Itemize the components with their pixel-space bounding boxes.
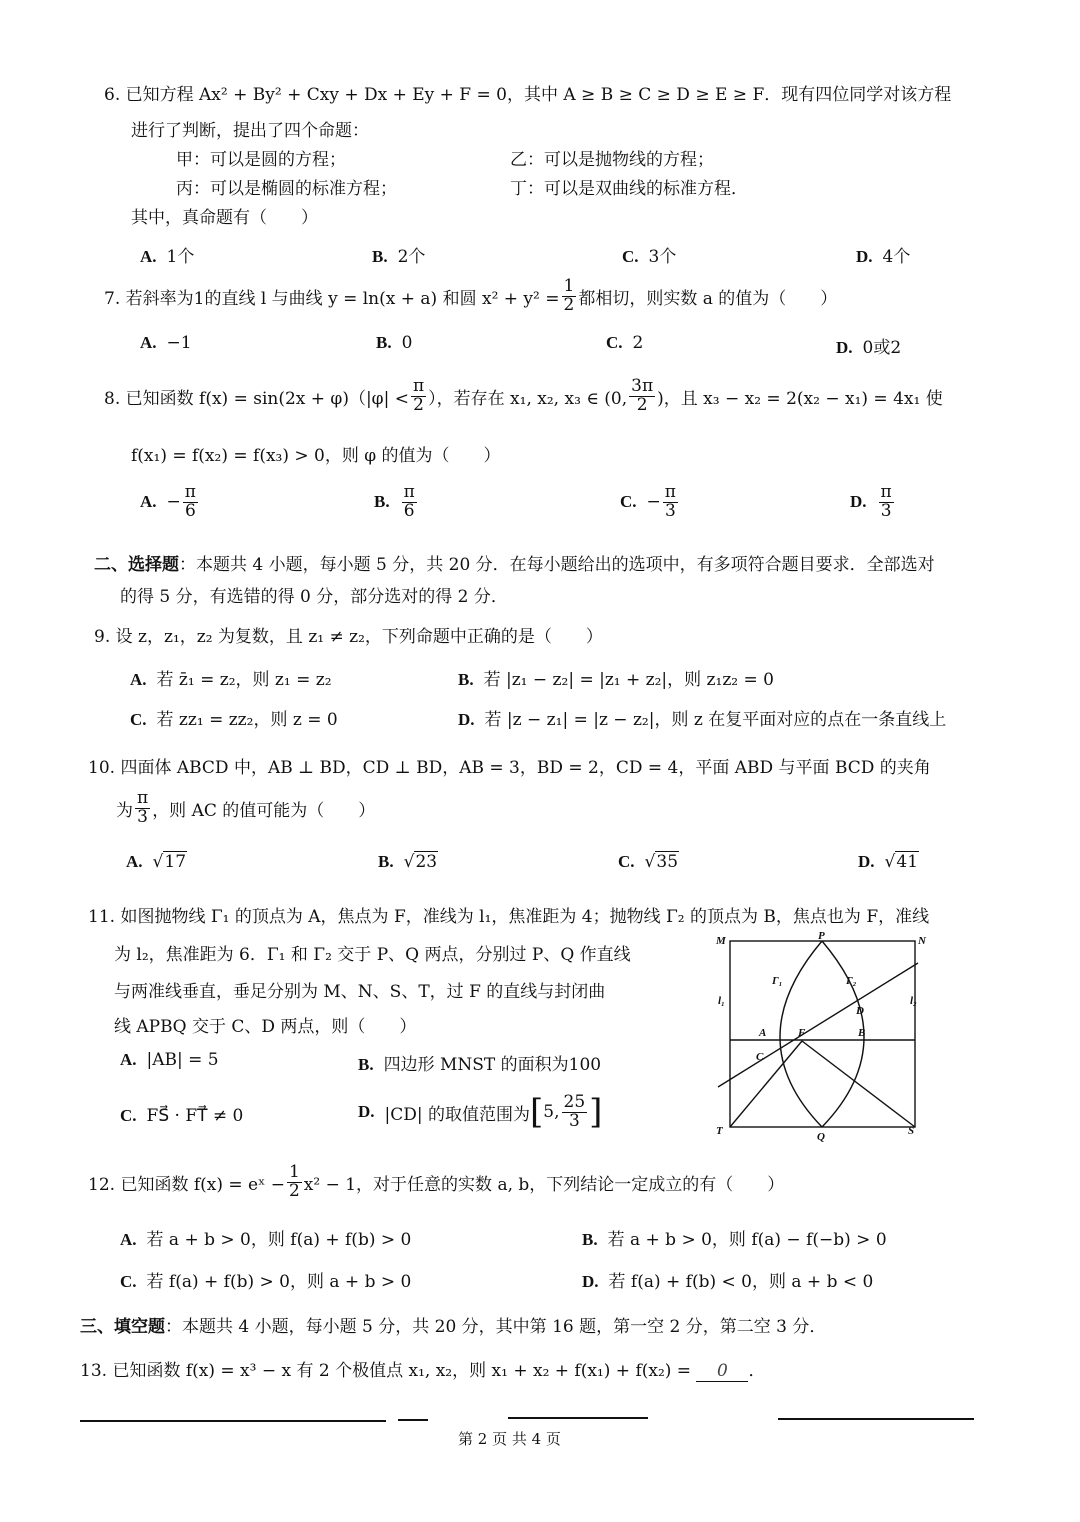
footer-rule-2 — [398, 1419, 428, 1421]
q7-fraction: $\frac{1}{2}$ — [563, 276, 575, 315]
q10-stem-line2: 为 $\frac{\pi}{3}$ ，则 AC 的值可能为（ ） — [116, 788, 376, 827]
q8-option-d-fraction: $\frac{\pi}{3}$ — [880, 482, 892, 521]
q12-fraction: $\frac{1}{2}$ — [288, 1162, 300, 1201]
q12-option-b[interactable]: B. 若 a + b > 0，则 f(a) − f(−b) > 0 — [582, 1230, 887, 1250]
q9-option-d[interactable]: D. 若 |z − z₁| = |z − z₂|，则 z 在复平面对应的点在一条直线上 — [458, 710, 947, 730]
q10-option-d[interactable]: D. √41 — [858, 852, 919, 872]
q10-option-c[interactable]: C. √35 — [618, 852, 679, 872]
q9-option-a[interactable]: A. 若 z̄₁ = z₂，则 z₁ = z₂ — [130, 670, 332, 690]
q11-stem-line3: 与两准线垂直，垂足分别为 M、N、S、T，过 F 的直线与封闭曲 — [114, 982, 606, 1002]
q6-option-a[interactable]: A. 1个 — [140, 247, 195, 267]
label-t: T — [716, 1125, 723, 1137]
q11-option-a[interactable]: A. |AB| = 5 — [120, 1050, 219, 1070]
q8-option-d[interactable]: D. $\frac{\pi}{3}$ — [850, 482, 892, 521]
q12-option-c[interactable]: C. 若 f(a) + f(b) > 0，则 a + b > 0 — [120, 1272, 412, 1292]
q10-option-a[interactable]: A. √17 — [126, 852, 187, 872]
q11-stem-line1: 11. 如图抛物线 Γ₁ 的顶点为 A，焦点为 F，准线为 l₁，焦准距为 4；抛物线 Γ₂ 的顶点为 B，焦点也为 F，准线 — [88, 907, 930, 927]
q9-option-c[interactable]: C. 若 zz₁ = zz₂，则 z = 0 — [130, 710, 338, 730]
q10-option-b[interactable]: B. √23 — [378, 852, 438, 872]
section-3-header: 三、填空题：本题共 4 小题，每小题 5 分，共 20 分，其中第 16 题，第一空 2 分，第二空 3 分． — [80, 1317, 827, 1337]
q6-option-c[interactable]: C. 3个 — [622, 247, 677, 267]
q8-stem-line2: f(x₁) = f(x₂) = f(x₃) > 0，则 φ 的值为（ ） — [131, 446, 501, 466]
q6-proposition-bing: 丙：可以是椭圆的标准方程； — [176, 179, 397, 199]
q13-answer-blank[interactable]: 0 — [696, 1361, 748, 1382]
q6-proposition-ding: 丁：可以是双曲线的标准方程． — [510, 179, 748, 199]
q12-option-d[interactable]: D. 若 f(a) + f(b) < 0，则 a + b < 0 — [582, 1272, 874, 1292]
label-m: M — [716, 935, 726, 947]
q10-stem-line1: 10. 四面体 ABCD 中，AB ⊥ BD，CD ⊥ BD，AB = 3，BD = 2，CD = 4，平面 ABD 与平面 BCD 的夹角 — [88, 758, 931, 778]
q11-option-b[interactable]: B. 四边形 MNST 的面积为100 — [358, 1055, 602, 1075]
q7-option-b[interactable]: B. 0 — [376, 333, 413, 353]
label-f: F — [798, 1027, 806, 1039]
q8-stem-line1: 8. 已知函数 f(x) = sin(2x + φ)（|φ| < $\frac{\pi}{2}$ ），若存在 x₁, x₂, x₃ ∈ (0, $\frac{3\pi}{2}$ )，且 x₃ − x₂ = 2(x₂ − x₁) = 4x₁ 使 — [104, 376, 943, 415]
q11-stem-line2: 为 l₂，焦准距为 6．Γ₁ 和 Γ₂ 交于 P、Q 两点，分别过 P、Q 作直线 — [114, 945, 631, 965]
q9-stem: 9. 设 z，z₁，z₂ 为复数，且 z₁ ≠ z₂，下列命题中正确的是（ ） — [94, 627, 603, 647]
q6-stem-line2: 进行了判断，提出了四个命题： — [131, 121, 369, 141]
q8-option-c[interactable]: C. − $\frac{\pi}{3}$ — [620, 482, 676, 521]
label-gamma1: Γ₁ — [772, 975, 783, 987]
footer-rule-1 — [80, 1420, 386, 1422]
footer-rule-4 — [778, 1418, 974, 1420]
label-l1: l₁ — [718, 995, 725, 1007]
q8-option-a[interactable]: A. − $\frac{\pi}{6}$ — [140, 482, 196, 521]
q13-stem: 13. 已知函数 f(x) = x³ − x 有 2 个极值点 x₁, x₂，则 x₁ + x₂ + f(x₁) + f(x₂) = 0 ． — [80, 1361, 766, 1381]
q6-stem-line5: 其中，真命题有（ ） — [131, 208, 318, 228]
label-n: N — [918, 935, 926, 947]
q8-option-b-fraction: $\frac{\pi}{6}$ — [403, 482, 415, 521]
q8-fraction-2: $\frac{3\pi}{2}$ — [631, 376, 654, 415]
q10-fraction: $\frac{\pi}{3}$ — [137, 788, 149, 827]
label-a: A — [759, 1027, 767, 1039]
footer-rule-3 — [508, 1417, 648, 1419]
label-d: D — [856, 1005, 864, 1017]
segment-fs — [802, 1041, 915, 1127]
section-2-header: 二、选择题：本题共 4 小题，每小题 5 分，共 20 分．在每小题给出的选项中，有多项符合题目要求．全部选对 — [94, 555, 935, 575]
q6-proposition-yi: 乙：可以是抛物线的方程； — [510, 150, 714, 170]
section-2-desc-line2: 的得 5 分，有选错的得 0 分，部分选对的得 2 分． — [120, 587, 508, 607]
q12-stem: 12. 已知函数 f(x) = eˣ − $\frac{1}{2}$ x² − 1，对于任意的实数 a, b，下列结论一定成立的有（ ） — [88, 1162, 785, 1201]
left-bracket: [ — [530, 1092, 544, 1132]
q11-option-c[interactable]: C. FS⃗ · FT⃗ ≠ 0 — [120, 1106, 244, 1126]
label-b: B — [858, 1027, 866, 1039]
label-s: S — [908, 1125, 915, 1137]
q6-proposition-jia: 甲：可以是圆的方程； — [176, 150, 346, 170]
label-p: P — [818, 930, 825, 942]
rectangle-mnst — [730, 941, 915, 1127]
q6-stem-line1: 6. 已知方程 Ax² + By² + Cxy + Dx + Ey + F = 0，其中 A ≥ B ≥ C ≥ D ≥ E ≥ F．现有四位同学对该方程 — [104, 85, 952, 105]
right-bracket: ] — [589, 1092, 603, 1132]
q11-stem-line4: 线 APBQ 交于 C、D 两点，则（ ） — [114, 1017, 417, 1037]
q11-option-d[interactable]: D. |CD| 的取值范围为 [ 5, $\frac{25}{3}$ ] — [358, 1091, 603, 1132]
q11-parabola-figure — [710, 930, 930, 1145]
label-l2: l₂ — [910, 995, 917, 1007]
line-through-f — [718, 963, 918, 1087]
q7-stem: 7. 若斜率为1的直线 l 与曲线 y = ln(x + a) 和圆 x² + y² = $\frac{1}{2}$ 都相切，则实数 a 的值为（ ） — [104, 276, 838, 315]
q6-option-d[interactable]: D. 4个 — [856, 247, 911, 267]
q8-fraction-1: $\frac{\pi}{2}$ — [412, 376, 425, 415]
label-c: C — [756, 1051, 764, 1063]
label-gamma2: Γ₂ — [846, 975, 857, 987]
q8-option-c-fraction: $\frac{\pi}{3}$ — [664, 482, 676, 521]
q7-option-c[interactable]: C. 2 — [606, 333, 644, 353]
label-q: Q — [817, 1131, 825, 1143]
q12-option-a[interactable]: A. 若 a + b > 0，则 f(a) + f(b) > 0 — [120, 1230, 412, 1250]
q11-option-d-fraction: $\frac{25}{3}$ — [563, 1091, 586, 1131]
q9-option-b[interactable]: B. 若 |z₁ − z₂| = |z₁ + z₂|，则 z₁z₂ = 0 — [458, 670, 774, 690]
q8-option-a-fraction: $\frac{\pi}{6}$ — [184, 482, 196, 521]
q7-option-d[interactable]: D. 0或2 — [836, 338, 902, 358]
q8-option-b[interactable]: B. $\frac{\pi}{6}$ — [374, 482, 415, 521]
q7-option-a[interactable]: A. −1 — [140, 333, 192, 353]
q6-option-b[interactable]: B. 2个 — [372, 247, 426, 267]
page-number: 第 2 页 共 4 页 — [458, 1430, 561, 1448]
